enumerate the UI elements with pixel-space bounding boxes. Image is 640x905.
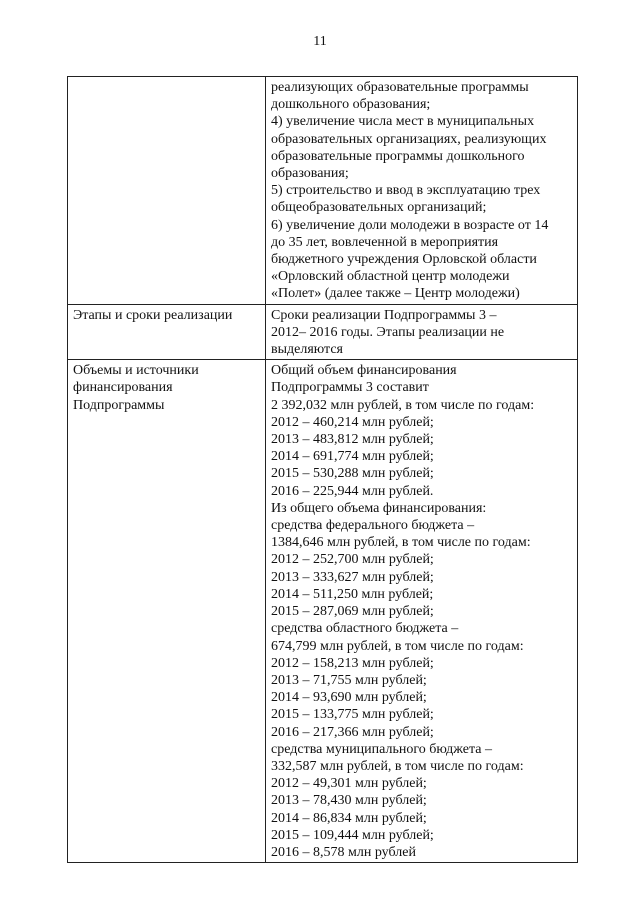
content-line: 2014 – 691,774 млн рублей;	[271, 449, 434, 465]
row-content-cell	[266, 77, 578, 305]
content-line: образовательные программы дошкольного	[271, 148, 525, 164]
content-line: «Полет» (далее также – Центр молодежи)	[271, 286, 520, 302]
content-line: средства федерального бюджета –	[271, 518, 475, 534]
table-row	[68, 77, 578, 305]
content-line: 332,587 млн рублей, в том числе по годам:	[271, 758, 524, 774]
label-line: Подпрограммы	[73, 397, 165, 413]
content-line: 2012 – 460,214 млн рублей;	[271, 414, 434, 430]
subprogram-passport-table	[67, 76, 578, 863]
table-row	[68, 304, 578, 360]
content-line: 2012 – 158,213 млн рублей;	[271, 655, 434, 671]
content-line: 2013 – 71,755 млн рублей;	[271, 672, 427, 688]
label-line: финансирования	[73, 380, 173, 396]
content-line: 674,799 млн рублей, в том числе по годам:	[271, 638, 524, 654]
label-line: Объемы и источники	[73, 363, 199, 379]
content-line: 1384,646 млн рублей, в том числе по годам:	[271, 535, 531, 551]
content-line: средства областного бюджета –	[271, 621, 459, 637]
content-line: 6) увеличение доли молодежи в возрасте от 14	[271, 217, 549, 233]
content-line: 2014 – 93,690 млн рублей;	[271, 690, 427, 706]
content-line: Из общего объема финансирования:	[271, 500, 487, 516]
content-line: 2014 – 86,834 млн рублей;	[271, 810, 427, 826]
page-number: 11	[313, 34, 327, 49]
content-line: образовательных организациях, реализующих	[271, 131, 547, 147]
content-line: 2012– 2016 годы. Этапы реализации не	[271, 324, 505, 340]
content-line: 2013 – 333,627 млн рублей;	[271, 569, 434, 585]
content-line: 2015 – 133,775 млн рублей;	[271, 707, 434, 723]
table-row	[68, 360, 578, 863]
row-label-cell	[68, 360, 266, 863]
row-label-cell	[68, 77, 266, 305]
row-content-cell	[266, 304, 578, 360]
content-line: выделяются	[271, 342, 343, 358]
content-line: 2015 – 287,069 млн рублей;	[271, 604, 434, 620]
label-line: Этапы и сроки реализации	[73, 307, 233, 323]
content-line: 2016 – 8,578 млн рублей	[271, 844, 416, 860]
content-line: образования;	[271, 166, 349, 182]
content-line: 2013 – 483,812 млн рублей;	[271, 432, 434, 448]
content-line: 2016 – 217,366 млн рублей;	[271, 724, 434, 740]
content-line: 2013 – 78,430 млн рублей;	[271, 793, 427, 809]
content-line: Сроки реализации Подпрограммы 3 –	[271, 307, 497, 323]
content-line: реализующих образовательные программы	[271, 80, 529, 95]
content-line: бюджетного учреждения Орловской области	[271, 252, 537, 268]
content-line: дошкольного образования;	[271, 97, 431, 113]
content-line: Подпрограммы 3 составит	[271, 380, 429, 396]
content-line: до 35 лет, вовлеченной в мероприятия	[271, 234, 499, 250]
content-line: 4) увеличение числа мест в муниципальных	[271, 114, 535, 130]
content-line: 2012 – 49,301 млн рублей;	[271, 776, 427, 792]
content-line: общеобразовательных организаций;	[271, 200, 487, 216]
content-line: средства муниципального бюджета –	[271, 741, 492, 757]
content-line: 5) строительство и ввод в эксплуатацию трех	[271, 183, 541, 199]
content-line: 2016 – 225,944 млн рублей.	[271, 483, 434, 499]
row-content-cell	[266, 360, 578, 863]
content-line: «Орловский областной центр молодежи	[271, 269, 510, 285]
content-line: 2014 – 511,250 млн рублей;	[271, 586, 434, 602]
content-line: 2 392,032 млн рублей, в том числе по годам:	[271, 397, 535, 413]
content-line: 2015 – 109,444 млн рублей;	[271, 827, 434, 843]
content-line: 2012 – 252,700 млн рублей;	[271, 552, 434, 568]
content-line: Общий объем финансирования	[271, 363, 457, 379]
content-line: 2015 – 530,288 млн рублей;	[271, 466, 434, 482]
row-label-cell	[68, 304, 266, 360]
